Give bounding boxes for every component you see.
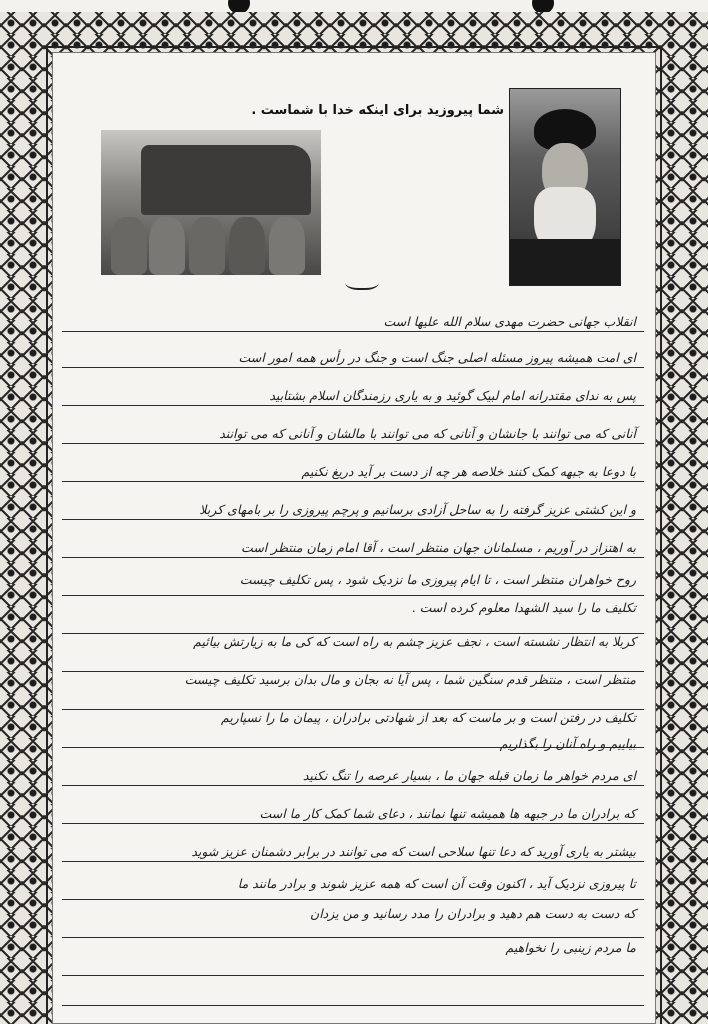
handwritten-line: بیاییم و راه آنان را بگذاریم: [499, 736, 636, 751]
ruled-line: [62, 595, 644, 596]
cleric-portrait-photo: [509, 88, 621, 286]
handwritten-line: با دوعا به جبهه کمک کنند خلاصه هر چه از دست بر آید دریغ نکنیم: [301, 464, 636, 479]
handwritten-line: که دست به دست هم دهید و برادران را مدد رسانید و من یزدان: [310, 906, 636, 921]
ruled-line: [62, 823, 644, 824]
handwritten-line: به اهتزاز در آوریم ، مسلمانان جهان منتظر است ، آقا امام زمان منتظر است: [241, 540, 636, 555]
handwritten-line: و این کشتی عزیز گرفته را به ساحل آزادی برسانیم و پرچم پیروزی را بر بامهای کربلا: [199, 502, 636, 517]
handwritten-line: روح خواهران منتظر است ، تا ایام پیروزی ما نزدیک شود ، پس تکلیف چیست: [239, 572, 636, 587]
handwritten-line: ای امت همیشه پیروز مسئله اصلی جنگ است و جنگ در رأس همه امور است: [238, 350, 636, 365]
portrait-robe: [510, 239, 620, 286]
ruled-line: [62, 899, 644, 900]
ruled-line: [62, 861, 644, 862]
ruled-line: [62, 443, 644, 444]
ruled-line: [62, 367, 644, 368]
soldier-figure: [149, 217, 185, 275]
handwritten-line: ما مردم زینبی را نخواهیم: [505, 940, 636, 955]
soldier-figure: [189, 217, 225, 275]
handwritten-line: پس به ندای مقتدرانه امام لبیک گوئید و به یاری رزمندگان اسلام بشتابید: [269, 388, 636, 403]
soldier-figure: [269, 217, 305, 275]
handwritten-line: که برادران ما در جبهه ها همیشه تنها نمانند ، دعای شما کمک کار ما است: [259, 806, 636, 821]
handwritten-line: بیشتر به یاری آورید که دعا تنها سلاحی است که می توانند در برابر دشمنان عزیز شوید: [191, 844, 636, 859]
handwritten-line: تکلیف ما را سید الشهدا معلوم کرده است .: [411, 600, 636, 615]
ruled-line: [62, 785, 644, 786]
ruled-line: [62, 519, 644, 520]
soldier-figure: [229, 217, 265, 275]
handwritten-line: تا پیروزی نزدیک آید ، اکنون وقت آن است که همه عزیز شوند و برادر مانند ما: [237, 876, 636, 891]
ruled-line: [62, 975, 644, 976]
handwritten-line: کربلا به انتظار نشسته است ، نجف عزیز چشم به راه است که کی ما به زیارتش بیائیم: [193, 634, 636, 649]
ruled-line: [62, 331, 644, 332]
ruled-line: [62, 1005, 644, 1006]
ruled-line: [62, 937, 644, 938]
handwritten-line: انقلاب جهانی حضرت مهدی سلام الله علیها است: [383, 314, 636, 329]
tank-shape: [141, 145, 311, 215]
ruled-line: [62, 481, 644, 482]
handwritten-line: آنانی که می توانند با جانشان و آنانی که می توانند با مالشان و آنانی که می توانند: [219, 426, 636, 441]
handwritten-line: تکلیف در رفتن است و بر ماست که بعد از شهادتی برادران ، پیمان ما را نسپاریم: [221, 710, 636, 725]
soldier-figure: [111, 217, 147, 275]
handwritten-line: منتظر است ، منتظر قدم سنگین شما ، پس آیا نه بجان و مال بدان برسید تکلیف چیست: [184, 672, 636, 687]
page-title: شما پیروزید برای اینکه خدا با شماست .: [251, 103, 504, 118]
ruled-line: [62, 405, 644, 406]
ruled-line: [62, 557, 644, 558]
handwritten-line: ای مردم خواهر ما زمان قبله جهان ما ، بسیار عرصه را تنگ نکنید: [302, 768, 636, 783]
soldiers-photo: [101, 130, 321, 275]
printed-signature: [345, 272, 379, 290]
